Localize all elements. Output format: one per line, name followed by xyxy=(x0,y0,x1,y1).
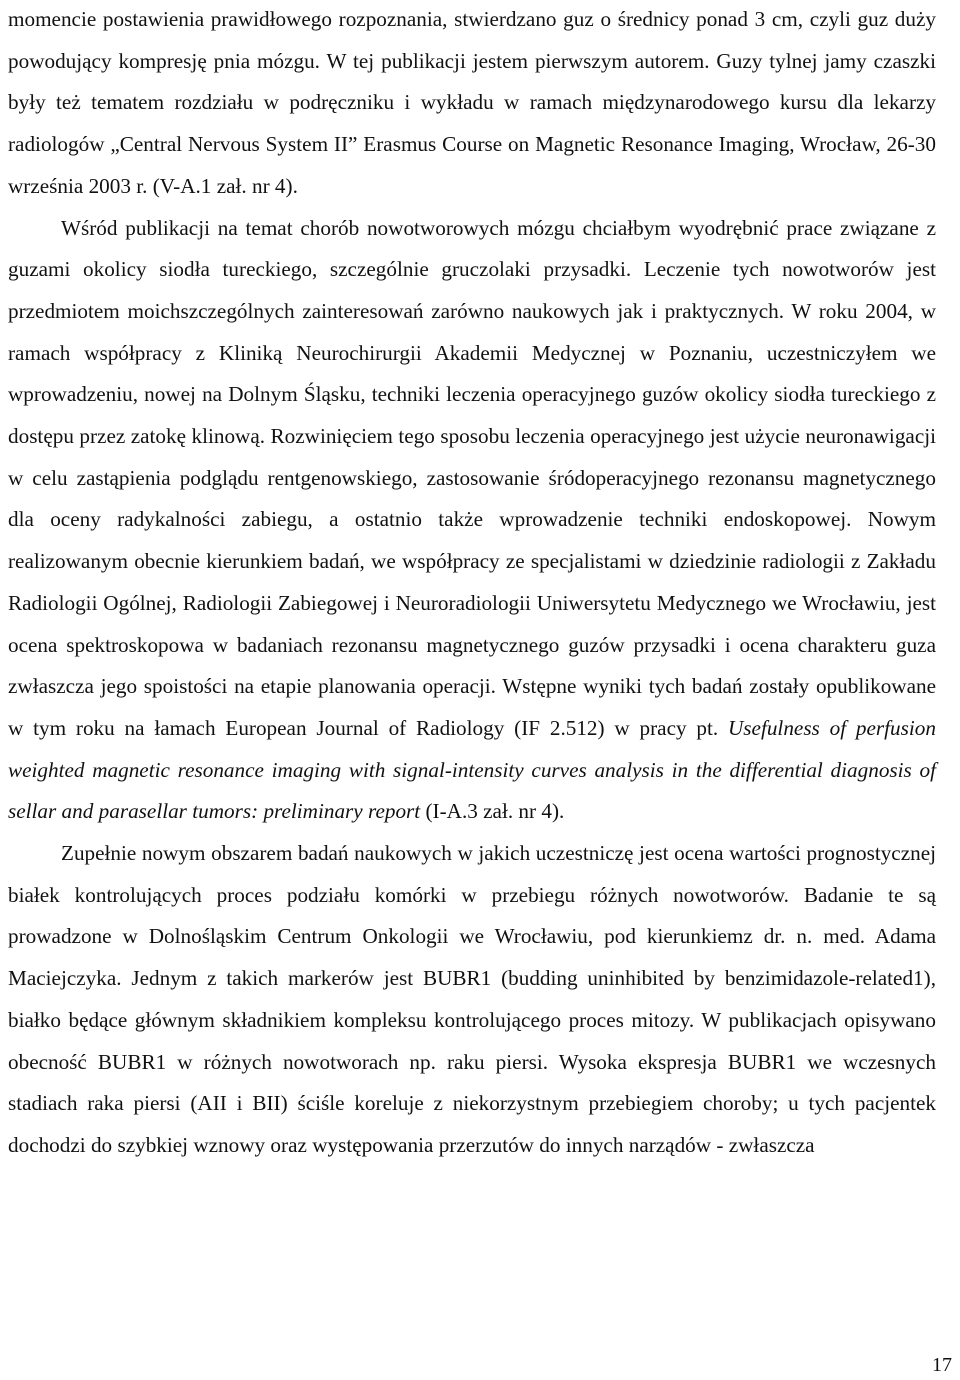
paragraph-2-italic-title: Usefulness of perfusion weighted magnetic resonance imaging with signal-intensity curves analysis in the differential diagnosis of sellar and parasellar tumors: preliminary report xyxy=(8,715,936,824)
document-page xyxy=(8,0,936,1167)
paragraph-1 xyxy=(8,0,936,208)
paragraph-2-reference: (I-A.3 zał. nr 4). xyxy=(420,799,565,824)
paragraph-2-text: Wśród publikacji na temat chorób nowotworowych mózgu chciałbym wyodrębnić prace związane z guzami okolicy siodła tureckiego, szczególnie gruczolaki przysadki. Leczenie tych nowotworów jest przedmiotem moichszczególnych zainteresowań zarówno naukowych jak i praktycznych. W roku 2004, w ramach współpracy z Kliniką Neurochirurgii Akademii Medycznej w Poznaniu, uczestniczyłem we wprowadzeniu, nowej na Dolnym Śląsku, techniki leczenia operacyjnego guzów okolicy siodła tureckiego z dostępu przez zatokę klinową. Rozwinięciem tego sposobu leczenia operacyjnego jest użycie neuronawigacji w celu zastąpienia podglądu rentgenowskiego, zastosowanie śródoperacyjnego rezonansu magnetycznego dla oceny radykalności zabiegu, a ostatnio także wprowadzenie techniki endoskopowej. Nowym realizowanym obecnie kierunkiem badań, we współpracy ze specjalistami w dziedzinie radiologii z Zakładu Radiologii Ogólnej, Radiologii Zabiegowej i Neuroradiologii Uniwersytetu Medycznego we Wrocławiu, jest ocena spektroskopowa w badaniach rezonansu magnetycznego guzów przysadki i ocena charakteru guza zwłaszcza jego spoistości na etapie planowania operacji. Wstępne wyniki tych badań zostały opublikowane w tym roku na łamach European Journal of Radiology (IF 2.512) w pracy pt. xyxy=(8,215,936,740)
paragraph-3-text: Zupełnie nowym obszarem badań naukowych w jakich uczestniczę jest ocena wartości prognostycznej białek kontrolujących proces podziału komórki w przebiegu różnych nowotworów. Badanie te są prowadzone w Dolnośląskim Centrum Onkologii we Wrocławiu, pod kierunkiemz dr. n. med. Adama Maciejczyka. Jednym z takich markerów jest BUBR1 (budding uninhibited by benzimidazole-related1), białko będące głównym składnikiem kompleksu kontrolującego proces mitozy. W publikacjach opisywano obecność BUBR1 w różnych nowotworach np. raku piersi. Wysoka ekspresja BUBR1 we wczesnych stadiach raka piersi (AII i BII) ściśle koreluje z niekorzystnym przebiegiem choroby; u tych pacjentek dochodzi do szybkiej wznowy oraz występowania przerzutów do innych narządów - zwłaszcza xyxy=(8,841,936,1157)
page-number: 17 xyxy=(932,1354,952,1376)
paragraph-3 xyxy=(8,833,936,1167)
paragraph-2 xyxy=(8,208,936,834)
paragraph-1-text: momencie postawienia prawidłowego rozpoznania, stwierdzano guz o średnicy ponad 3 cm, czyli guz duży powodujący kompresję pnia mózgu. W tej publikacji jestem pierwszym autorem. Guzy tylnej jamy czaszki były też tematem rozdziału w podręczniku i wykładu w ramach międzynarodowego kursu dla lekarzy radiologów „Central Nervous System II” Erasmus Course on Magnetic Resonance Imaging, Wrocław, 26-30 września 2003 r. (V-A.1 zał. nr 4). xyxy=(8,7,936,198)
